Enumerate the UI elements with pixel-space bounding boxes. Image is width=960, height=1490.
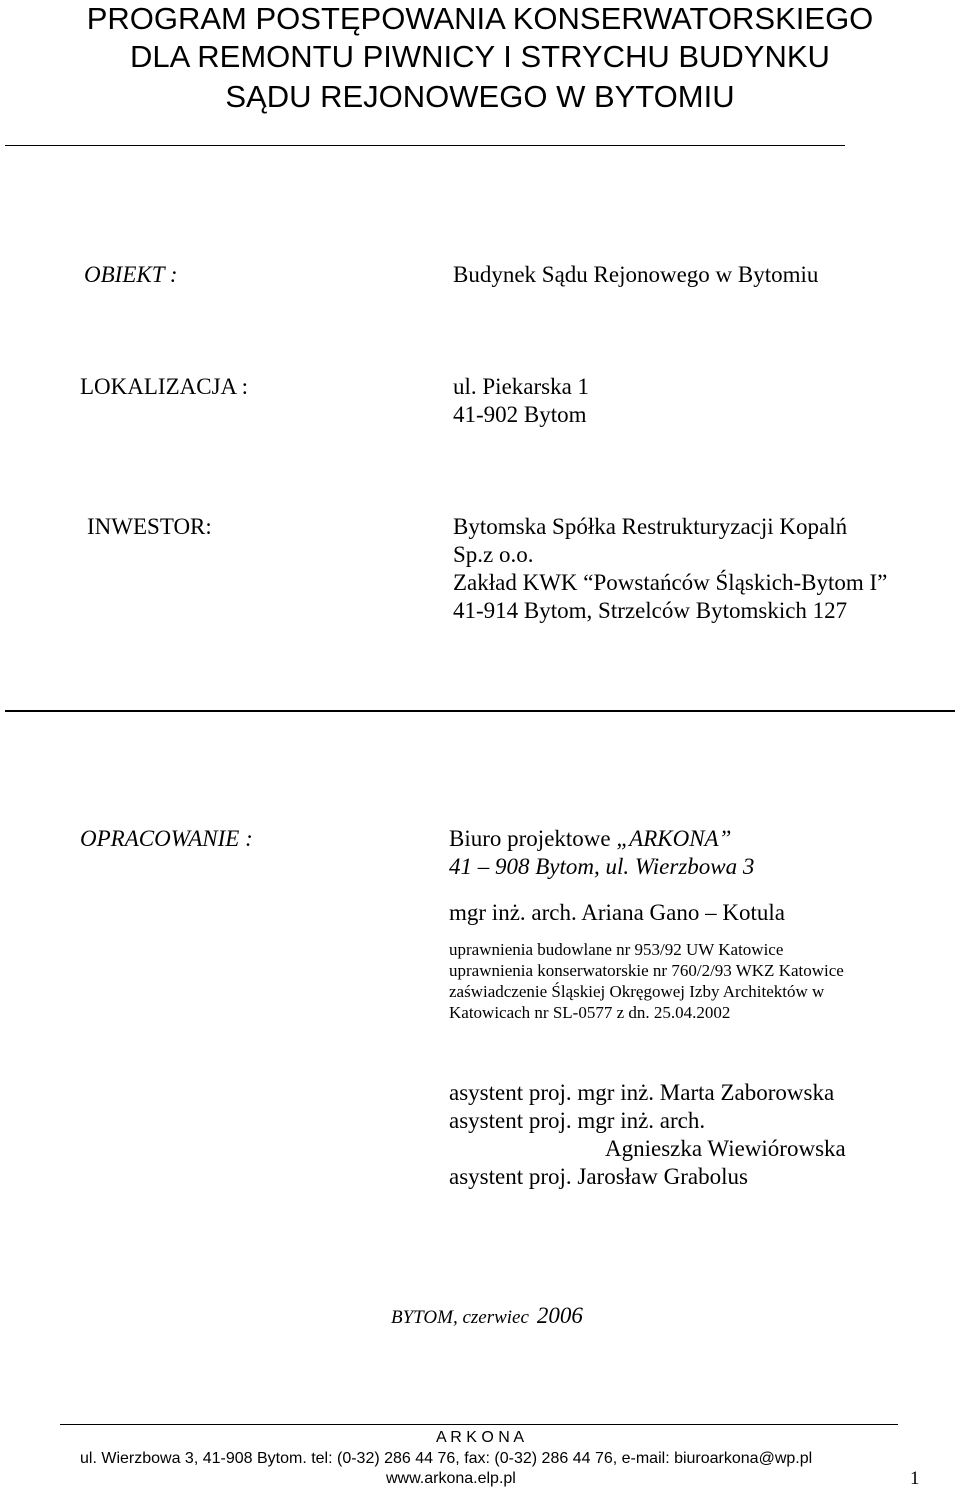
obiekt-label: OBIEKT : (84, 262, 178, 287)
uprawnienia-1: uprawnienia budowlane nr 953/92 UW Katowice (449, 940, 784, 959)
title-line-1: PROGRAM POSTĘPOWANIA KONSERWATORSKIEGO (86, 1, 874, 36)
biuro-address: 41 – 908 Bytom, ul. Wierzbowa 3 (449, 854, 755, 879)
uprawnienia-2: uprawnienia konserwatorskie nr 760/2/93 WKZ Katowice (449, 961, 844, 980)
inwestor-line-3: Zakład KWK “Powstańców Śląskich-Bytom I” (453, 570, 888, 595)
lokalizacja-line-1: ul. Piekarska 1 (453, 374, 590, 399)
page-number: 1 (910, 1468, 920, 1489)
opracowanie-label: OPRACOWANIE : (80, 826, 253, 851)
assistant-3: asystent proj. Jarosław Grabolus (449, 1164, 748, 1189)
uprawnienia-3: zaświadczenie Śląskiej Okręgowej Izby Architektów w (449, 982, 825, 1001)
inwestor-line-1: Bytomska Spółka Restrukturyzacji Kopalń (453, 514, 848, 539)
title-line-2: DLA REMONTU PIWNICY I STRYCHU BUDYNKU (130, 39, 830, 74)
title-underline (5, 145, 845, 146)
biuro-name: „ARKONA” (616, 826, 732, 851)
inwestor-line-4: 41-914 Bytom, Strzelców Bytomskich 127 (453, 598, 848, 623)
footer-website[interactable]: www.arkona.elp.pl (386, 1470, 516, 1487)
section-divider (5, 710, 955, 712)
date-line (391, 1303, 583, 1329)
inwestor-line-2: Sp.z o.o. (453, 542, 534, 567)
footer-rule (60, 1424, 898, 1425)
date-place: BYTOM, czerwiec (391, 1307, 529, 1328)
lokalizacja-label: LOKALIZACJA : (80, 374, 249, 399)
date-year: 2006 (536, 1303, 583, 1328)
assistant-2-name: Agnieszka Wiewiórowska (605, 1136, 846, 1161)
author: mgr inż. arch. Ariana Gano – Kotula (449, 900, 785, 925)
footer-contact: ul. Wierzbowa 3, 41-908 Bytom. tel: (0-32) 286 44 76, fax: (0-32) 286 44 76, e-mail: biuroarkona@wp.pl (80, 1450, 813, 1467)
footer-company: A R K O N A (435, 1429, 525, 1446)
uprawnienia-4: Katowicach nr SL-0577 z dn. 25.04.2002 (449, 1003, 731, 1022)
biuro-prefix: Biuro projektowe (449, 826, 611, 851)
lokalizacja-line-2: 41-902 Bytom (453, 402, 587, 427)
assistant-2: asystent proj. mgr inż. arch. (449, 1108, 706, 1133)
biuro-line (449, 826, 731, 852)
obiekt-value: Budynek Sądu Rejonowego w Bytomiu (453, 262, 819, 287)
assistant-1: asystent proj. mgr inż. Marta Zaborowska (449, 1080, 835, 1105)
title-line-3: SĄDU REJONOWEGO W BYTOMIU (225, 79, 735, 114)
inwestor-label: INWESTOR: (87, 514, 212, 539)
